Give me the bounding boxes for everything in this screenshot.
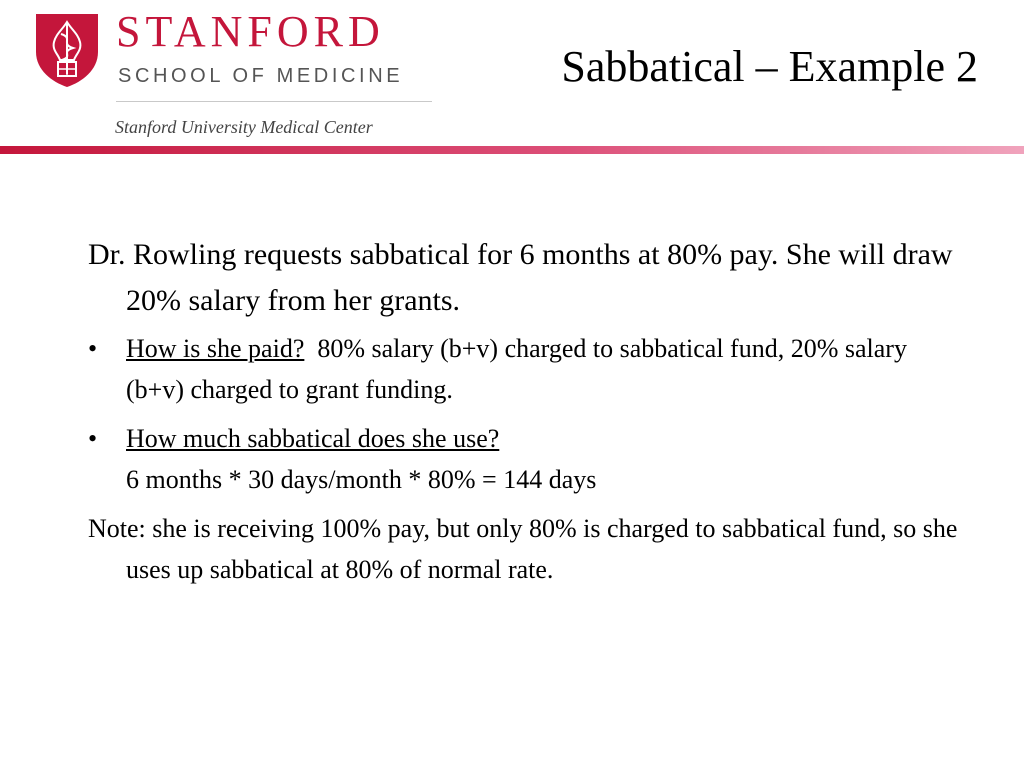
lead-paragraph: Dr. Rowling requests sabbatical for 6 months at 80% pay. She will draw 20% salary from her grants.	[88, 238, 953, 317]
slide-title: Sabbatical – Example 2	[561, 42, 978, 91]
bullet-text: 6 months * 30 days/month * 80% = 144 days	[126, 465, 597, 494]
brand-center: Stanford University Medical Center	[115, 117, 373, 137]
brand-divider	[116, 101, 432, 102]
brand-school: SCHOOL OF MEDICINE	[118, 65, 404, 87]
slide-header	[0, 0, 1024, 150]
bullet-mark: •	[88, 334, 98, 363]
bullet-heading: How is she paid?	[126, 334, 305, 363]
bullet-text: 80% salary (b+v) charged to sabbatical fund, 20% salary (b+v) charged to grant funding.	[126, 334, 907, 404]
bullet-heading: How much sabbatical does she use?	[126, 424, 500, 453]
brand-name: STANFORD	[116, 7, 385, 56]
accent-bar	[0, 146, 1024, 154]
note-paragraph: Note: she is receiving 100% pay, but only 80% is charged to sabbatical fund, so she uses up sabbatical at 80% of normal rate.	[88, 514, 958, 584]
bullet-item	[88, 418, 968, 500]
bullet-list	[88, 328, 968, 500]
bullet-separator	[304, 334, 317, 363]
bullet-mark: •	[88, 424, 98, 453]
stanford-shield-icon	[34, 12, 100, 88]
bullet-item	[88, 328, 968, 410]
slide-body	[88, 232, 968, 590]
